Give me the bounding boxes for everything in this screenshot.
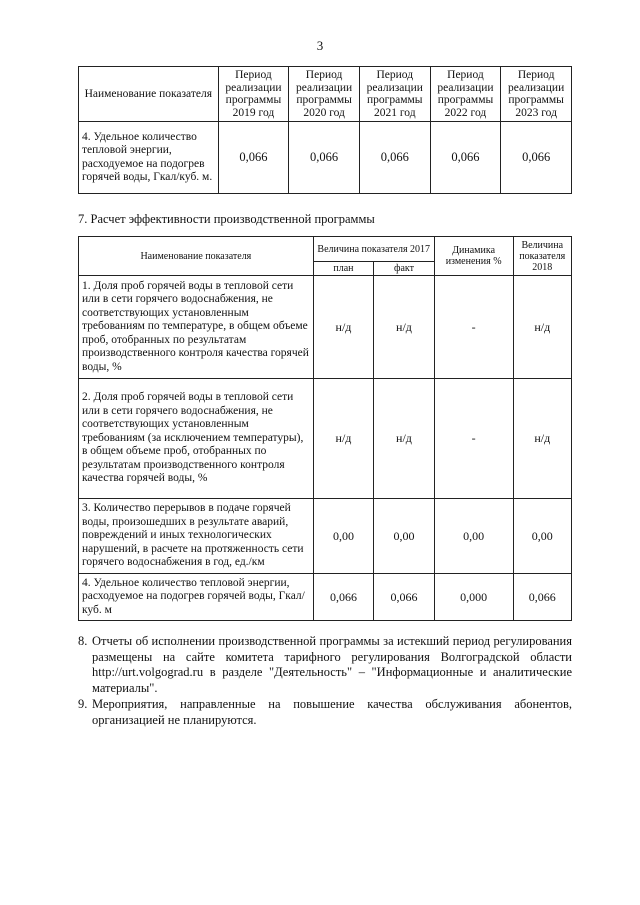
table2-row-plan: 0,00 — [313, 499, 374, 574]
efficiency-table — [78, 236, 572, 621]
table2-row-plan: н/д — [313, 276, 374, 379]
table1-row — [79, 122, 572, 194]
table2-header-name: Наименование показателя — [79, 237, 314, 276]
table1-value-2020: 0,066 — [289, 122, 360, 194]
table2-row-name: 1. Доля проб горячей воды в тепловой сети или в сети горячего водоснабжения, не соответствующих установленным требованиям по температуре, в общем объеме проб, отобранных по результатам производственного контроля качества горячей воды, % — [79, 276, 314, 379]
table2-row — [79, 379, 572, 499]
table2-row-plan: н/д — [313, 379, 374, 499]
table2-row-dynamics: 0,00 — [434, 499, 513, 574]
table2-row-value-2018: н/д — [513, 276, 571, 379]
paragraph-8-text: Отчеты об исполнении производственной программы за истекший период регулирования размещены на сайте комитета тарифного регулирования Волгоградской области http://urt.volgograd.ru в разделе "Деятельность" – "Информационные и аналитические материалы". — [92, 634, 572, 695]
table2-row-fact: н/д — [374, 379, 435, 499]
table2-row — [79, 574, 572, 621]
paragraph-8 — [78, 634, 572, 696]
table2-row — [79, 276, 572, 379]
paragraph-9-text: Мероприятия, направленные на повышение качества обслуживания абонентов, организацией не планируются. — [92, 697, 572, 727]
table1-header-2020: Период реализации программы 2020 год — [289, 67, 360, 122]
table1-value-2022: 0,066 — [430, 122, 501, 194]
table2-row-value-2018: 0,066 — [513, 574, 571, 621]
table2-header-value-2017: Величина показателя 2017 — [313, 237, 434, 262]
table1-value-2019: 0,066 — [218, 122, 289, 194]
section-7-title: 7. Расчет эффективности производственной программы — [78, 212, 375, 226]
table2-row-name: 2. Доля проб горячей воды в тепловой сети или в сети горячего водоснабжения, не соответствующих установленным требованиям (за исключением температуры), в общем объеме проб, отобранных по результатам производственного контроля качества горячей воды, % — [79, 379, 314, 499]
table2-header-dynamics: Динамика изменения % — [434, 237, 513, 276]
table2-row-value-2018: 0,00 — [513, 499, 571, 574]
table2-header-plan: план — [313, 262, 374, 276]
table2-header-fact: факт — [374, 262, 435, 276]
table1-header-2022: Период реализации программы 2022 год — [430, 67, 501, 122]
table2-row-plan: 0,066 — [313, 574, 374, 621]
table2-row — [79, 499, 572, 574]
table1-value-2023: 0,066 — [501, 122, 572, 194]
table2-row-name: 4. Удельное количество тепловой энергии, расходуемое на подогрев горячей воды, Гкал/куб. м — [79, 574, 314, 621]
table1-value-2021: 0,066 — [359, 122, 430, 194]
table1-header-2019: Период реализации программы 2019 год — [218, 67, 289, 122]
page-number: 3 — [316, 38, 324, 53]
table1-header-2023: Период реализации программы 2023 год — [501, 67, 572, 122]
paragraph-9-number: 9. — [78, 697, 88, 711]
table1-header-2021: Период реализации программы 2021 год — [359, 67, 430, 122]
table2-row-fact: 0,066 — [374, 574, 435, 621]
table2-row-dynamics: - — [434, 379, 513, 499]
table1-row-name: 4. Удельное количество тепловой энергии, расходуемое на подогрев горячей воды, Гкал/куб. м. — [79, 122, 219, 194]
table2-row-fact: н/д — [374, 276, 435, 379]
table2-row-fact: 0,00 — [374, 499, 435, 574]
paragraph-9 — [78, 697, 572, 728]
table2-row-dynamics: - — [434, 276, 513, 379]
table2-row-value-2018: н/д — [513, 379, 571, 499]
table2-row-dynamics: 0,000 — [434, 574, 513, 621]
table1-header-name: Наименование показателя — [79, 67, 219, 122]
program-period-table — [78, 66, 572, 194]
table2-header-value-2018: Величина показателя 2018 — [513, 237, 571, 276]
paragraph-8-number: 8. — [78, 634, 88, 648]
table2-row-name: 3. Количество перерывов в подаче горячей воды, произошедших в результате аварий, повреждений и иных технологических нарушений, в расчете на протяженность сети горячего водоснабжения в год, ед./км — [79, 499, 314, 574]
